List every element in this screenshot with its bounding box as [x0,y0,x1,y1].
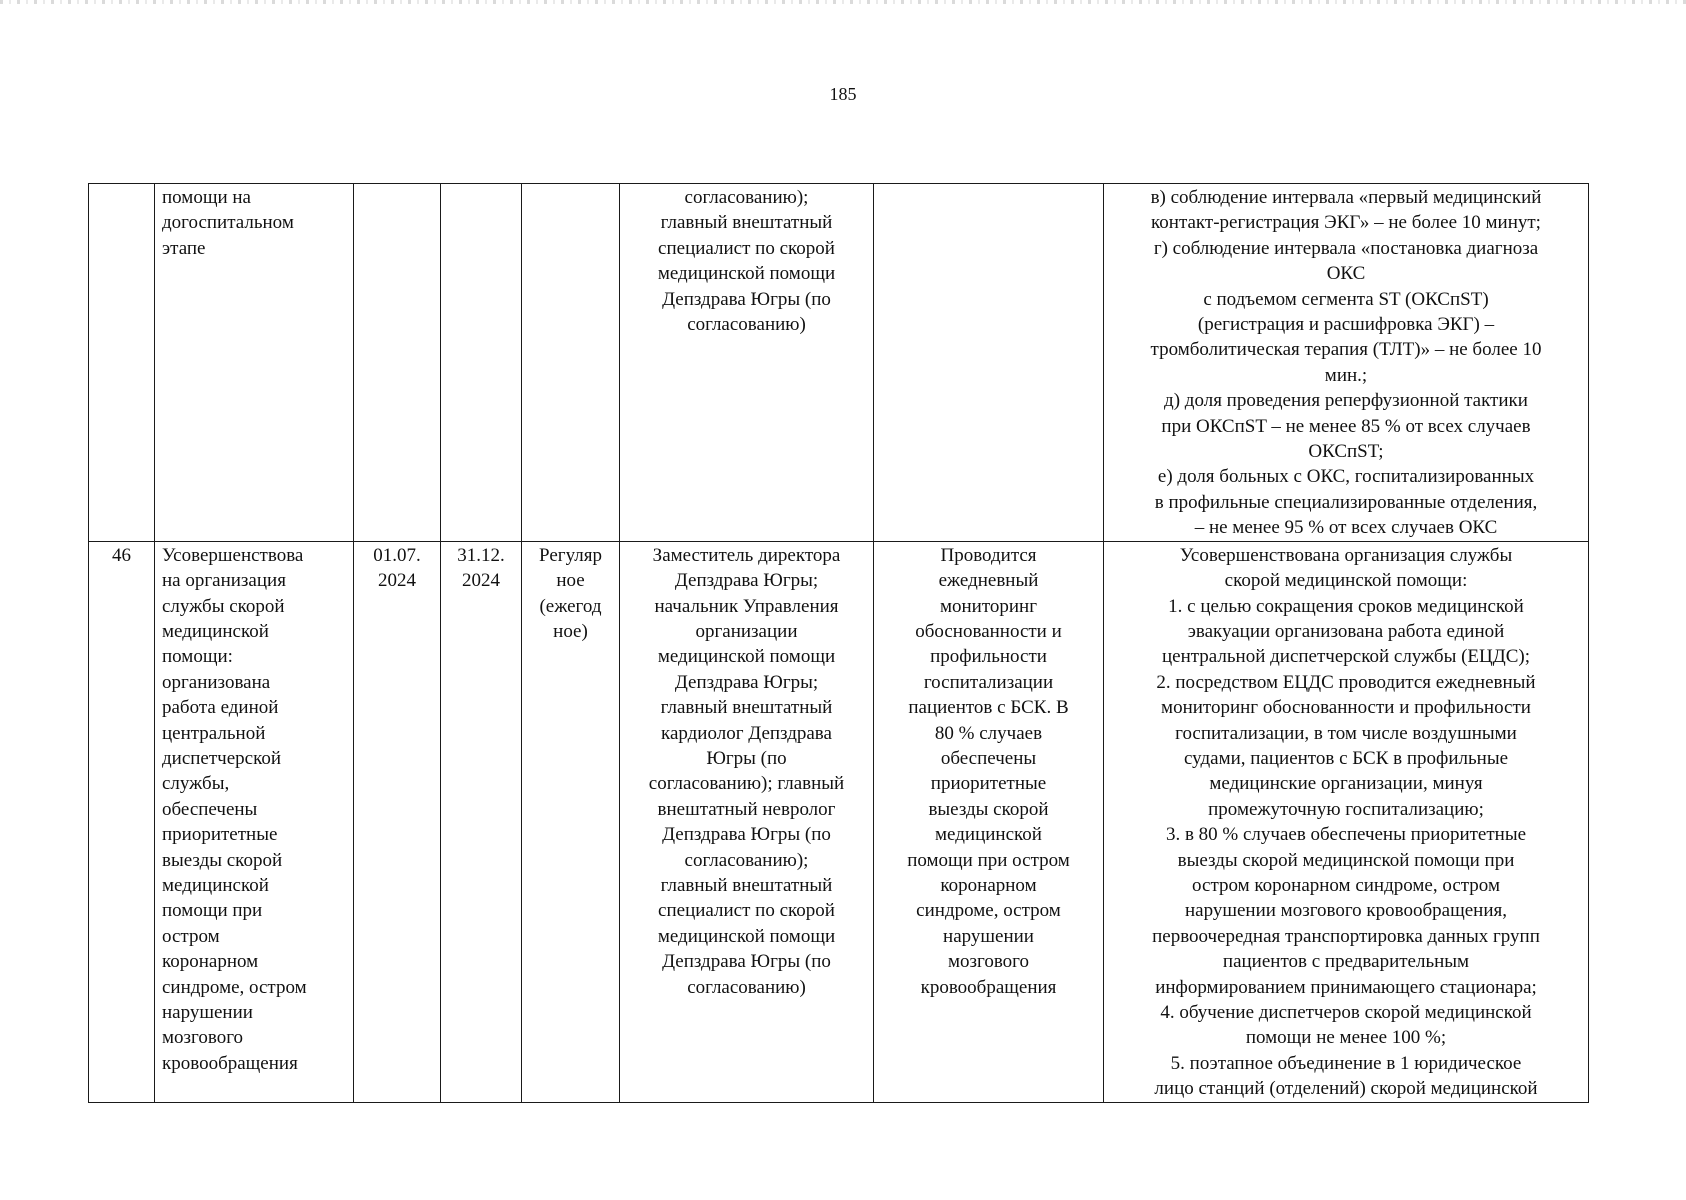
cell-start-date [354,184,441,542]
cell-event: Усовершенствова на организация службы скорой медицинской помощи: организована работа единой центральной диспетчерской службы, обеспечены приоритетные выезды скорой медицинской помощи при остром коронарном синдроме, остром нарушении мозгового кровообращения [155,541,354,1102]
scan-edge-artifact [0,0,1686,4]
cell-start-date: 01.07. 2024 [354,541,441,1102]
cell-result: Усовершенствована организация службы скорой медицинской помощи: 1. с целью сокращения сроков медицинской эвакуации организована работа единой центральной диспетчерской службы (ЕЦДС); 2. посредством ЕЦДС проводится ежедневный мониторинг обоснованности и профильности госпитализации, в том числе воздушными судами, пациентов с БСК в профильные медицинские организации, минуя промежуточную госпитализацию; 3. в 80 % случаев обеспечены приоритетные выезды скорой медицинской помощи при остром коронарном синдроме, остром нарушении мозгового кровообращения, первоочередная транспортировка данных групп пациентов с предварительным информированием принимающего стационара; 4. обучение диспетчеров скорой медицинской помощи не менее 100 %; 5. поэтапное объединение в 1 юридическое лицо станций (отделений) скорой медицинской [1104,541,1589,1102]
cell-periodicity [522,184,620,542]
page-number: 185 [829,84,857,104]
table-row [89,184,1589,542]
cell-responsible: Заместитель директора Депздрава Югры; начальник Управления организации медицинской помощи Депздрава Югры; главный внештатный кардиолог Депздрава Югры (по согласованию); главный внештатный невролог Депздрава Югры (по согласованию); главный внештатный специалист по скорой медицинской помощи Депздрава Югры (по согласованию) [620,541,874,1102]
plan-table [88,183,1589,1103]
cell-number [89,184,155,542]
cell-characteristic [874,184,1104,542]
cell-responsible: согласованию); главный внештатный специалист по скорой медицинской помощи Депздрава Югры (по согласованию) [620,184,874,542]
cell-characteristic: Проводится ежедневный мониторинг обоснованности и профильности госпитализации пациентов с БСК. В 80 % случаев обеспечены приоритетные выезды скорой медицинской помощи при остром коронарном синдроме, остром нарушении мозгового кровообращения [874,541,1104,1102]
cell-event: помощи на догоспитальном этапе [155,184,354,542]
cell-periodicity: Регуляр ное (ежегод ное) [522,541,620,1102]
cell-end-date [441,184,522,542]
table-row [89,541,1589,1102]
cell-end-date: 31.12. 2024 [441,541,522,1102]
cell-number: 46 [89,541,155,1102]
cell-result: в) соблюдение интервала «первый медицинский контакт-регистрация ЭКГ» – не более 10 минут; г) соблюдение интервала «постановка диагноза ОКС с подъемом сегмента ST (ОКСпST) (регистрация и расшифровка ЭКГ) – тромболитическая терапия (ТЛТ)» – не более 10 мин.; д) доля проведения реперфузионной тактики при ОКСпST – не менее 85 % от всех случаев ОКСпST; е) доля больных с ОКС, госпитализированных в профильные специализированные отделения, – не менее 95 % от всех случаев ОКС [1104,184,1589,542]
